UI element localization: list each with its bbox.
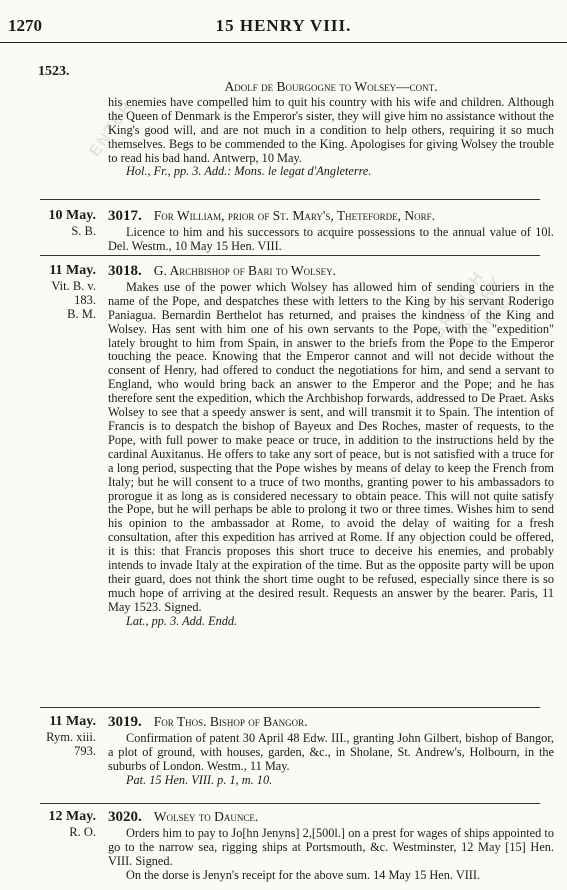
- entry-heading: Adolf de Bourgogne to Wolsey—cont.: [224, 79, 438, 94]
- entry-text: On the dorse is Jenyn's receipt for the above sum. 14 May 15 Hen. VIII.: [126, 867, 481, 882]
- entry-body: [108, 715, 554, 788]
- entry-meta: Lat., pp. 3. Add. Endd.: [126, 613, 238, 628]
- entry-margin: [6, 715, 96, 758]
- entry-number: 3017.: [108, 208, 142, 224]
- entry-meta: Hol., Fr., pp. 3. Add.: Mons. le legat d'Angleterre.: [126, 164, 372, 179]
- entry-text: Licence to him and his successors to acquire possessions to the annual value of 10l. Del. Westm., 10 May 15 Hen. VIII.: [108, 224, 554, 253]
- source-ref: 793.: [74, 744, 96, 758]
- watermark: ENTER: [86, 97, 138, 160]
- source-ref: Vit. B. v.: [51, 279, 96, 293]
- entry-number: 3019.: [108, 714, 142, 730]
- entry-margin: [6, 209, 96, 238]
- entry-heading: 3017. For William, prior of St. Mary's, Theteforde, Norf.: [108, 208, 435, 224]
- entry-body: [108, 80, 554, 179]
- source-ref: B. M.: [67, 307, 96, 321]
- entry-number: 3020.: [108, 809, 142, 825]
- source-ref: 183.: [74, 293, 96, 307]
- entry-date: 11 May.: [49, 714, 96, 729]
- entry-separator: [40, 255, 540, 256]
- entry-body: [108, 209, 554, 254]
- entry-body: [108, 810, 554, 883]
- entry-heading: 3020. Wolsey to Daunce.: [108, 809, 259, 825]
- source-ref: Rym. xiii.: [46, 730, 96, 744]
- entry-meta: Pat. 15 Hen. VIII. p. 1, m. 10.: [126, 772, 273, 787]
- entry-separator: [40, 707, 540, 708]
- entry-date: 12 May.: [48, 809, 96, 824]
- entry-text: Orders him to pay to Jo[hn Jenyns] 2,[500l.] on a prest for wages of ships appointed to go to the narrow sea, rigging ships at Portsmouth, &c. Westminster, 12 May [15] Hen. VIII. Signed.: [108, 825, 554, 868]
- page-number: 1270: [8, 16, 42, 35]
- watermark: BRITISH HISTORY ONLINE: [429, 267, 515, 363]
- page-header: [0, 16, 567, 40]
- entry-heading: 3019. For Thos. Bishop of Bangor.: [108, 714, 308, 730]
- header-rule: [0, 42, 567, 43]
- entry-text: Confirmation of patent 30 April 48 Edw. III., granting John Gilbert, bishop of Bangor, a plot of ground, with houses, garden, &c., in Sholane, St. Andrew's, Holbourn, in the suburbs of London. Westm., 11 May.: [108, 730, 554, 773]
- source-ref: R. O.: [69, 825, 96, 839]
- source-ref: S. B.: [71, 224, 96, 238]
- entry-separator: [40, 803, 540, 804]
- running-title: 15 HENRY VIII.: [215, 16, 352, 35]
- entry-text: Makes use of the power which Wolsey has allowed him of sending couriers in the name of the Pope, and despatches these with letters to the King by his servant Roderigo Paniagua. Bernardin Berthelot has returned, and praises the kindness of the King and Wolsey. Has sent with him one of his own servants to the Pope, with the "expedition" lately brought to him from Spain, in answer to the briefs from the Pope to the Emperor touching the peace. Knowing that the Emperor cannot and will not decide without the consent of Henry, had offered to conduct the negotiations for him, and send a servant to England, who would bring back an answer to the Emperor and the Pope; and he has therefore sent the expedition, which the Archbishop forwards, addressed to De Praet. Asks Wolsey to see that a speedy answer is sent, and will transmit it to Spain. The intention of Francis is to despatch the bishop of Bayeux and Des Roches, master of requests, to the Pope, with full power to make peace or truce, in addition to the instructions held by the cardinal Auxitanus. He offers to take any sort of peace, but is not satisfied with a truce for a long period, suspecting that the Pope wishes by means of delay to keep the French from Italy; but he will consent to a truce of two months, granting power to his ambassadors to prorogue it as long as is considered necessary to obtain peace. This will not quite satisfy the Pope, but he will perhaps be able to prolong it two or three times. Wishes him to send his opinion to the ambassador at Rome, to avoid the delay of waiting for a fresh consultation, after this expedition has arrived at Rome. If any objection could be offered, it is this: that Francis proposes this short truce to deceive his enemies, and probably intends to invade Italy at the expiration of the time. But as the opposite party will be upon their guard, does not think the short time ought to be refused, especially since there is so much hope of arriving at the desired result. Requests an answer by the bearer. Paris, 11 May 1523. Signed.: [108, 279, 554, 614]
- entry-separator: [40, 199, 540, 200]
- entry-text: his enemies have compelled him to quit his country with his wife and children. Although the Queen of Denmark is the Emperor's sister, they will give him no assistance without the King's good will, and are not much in a condition to help others, requiring it so much themselves. Begs to be commended to the King. Apologises for giving Wolsey the trouble to read his bad hand. Antwerp, 10 May.: [108, 94, 554, 165]
- entry-date: 10 May.: [48, 208, 96, 223]
- entry-heading: 3018. G. Archbishop of Bari to Wolsey.: [108, 263, 336, 279]
- entry-margin: [6, 264, 96, 321]
- entry-margin: [6, 810, 96, 839]
- entry-number: 3018.: [108, 263, 142, 279]
- year-label: 1523.: [38, 64, 70, 79]
- entry-body: [108, 264, 554, 629]
- entry-date: 11 May.: [49, 263, 96, 278]
